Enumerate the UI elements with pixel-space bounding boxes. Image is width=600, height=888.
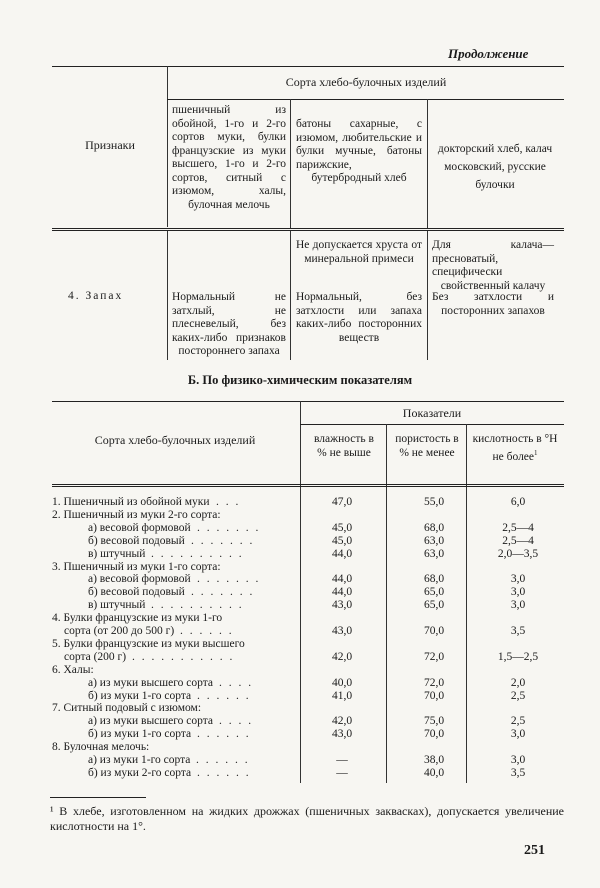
table-row [52,767,572,780]
row-porosity: 72,0 [423,676,445,689]
section-b-title: Б. По физико-химическим показателям [187,373,413,387]
row-acidity: 2,5 [510,715,526,728]
row-porosity: 63,0 [423,547,445,560]
row-acidity: 3,0 [510,599,526,612]
table-a-col2-header: батоны сахарные, с изюмом, любительские и булки мучные, батоны парижские, бутербродный хлеб [296,118,422,184]
row-porosity: 68,0 [423,573,445,586]
table-b-header-bottom-rule [52,484,564,485]
table-row [52,509,572,522]
table-row [52,651,572,664]
row-acidity: 3,0 [510,586,526,599]
row-name: а) из муки высшего сорта [88,676,214,689]
row-leader-dots: . . . . . . . [191,534,255,547]
row-name: а) из муки высшего сорта [88,715,214,728]
row-acidity: 3,0 [510,728,526,741]
row-name: 6. Халы: [52,663,94,676]
row-name: 2. Пшеничный из муки 2-го сорта: [52,508,221,521]
row-name: б) весовой подовый [88,534,185,547]
row-leader-dots: . . . . . . . . . . [151,547,244,560]
row-porosity: 70,0 [423,689,445,702]
table-a-body-vline-2 [290,231,291,360]
table-row [52,561,572,574]
row-moisture: 44,0 [331,573,353,586]
table-b-header-bottom-rule-2 [52,486,564,487]
table-row [52,586,572,599]
row-name: а) весовой формовой [88,521,191,534]
row-porosity: 75,0 [423,715,445,728]
table-a-row-col2-b: Нормальный, без затхлости или запаха каких-либо посторонних веществ [296,291,422,344]
row-leader-dots: . . . . . . [197,766,251,779]
row-leader-dots: . . . . . . . . . . [151,599,244,612]
row-moisture: 43,0 [331,728,353,741]
row-porosity: 40,0 [423,766,445,779]
table-a-body-vline-3 [427,231,428,360]
row-name: 8. Булочная мелочь: [52,741,150,754]
row-name: а) из муки 1-го сорта [88,754,191,766]
table-a-vline-3 [427,99,428,229]
table-b-product-header: Сорта хлебо-булочных изделий [94,433,256,447]
row-leader-dots: . . . . . . . [191,586,255,599]
row-porosity: 72,0 [423,650,445,663]
table-a-vline-2 [290,99,291,229]
row-leader-dots: . . . . . . . [197,521,261,534]
table-a-row-header: Признаки [85,138,135,152]
row-leader-dots: . . . . . . [180,625,234,637]
row-moisture: 40,0 [331,676,353,689]
table-row [52,522,572,535]
row-leader-dots: . . . . [219,676,254,689]
continuation-label: Продолжение [448,46,529,61]
table-row [52,573,572,586]
table-a-group-header: Сорта хлебо-булочных изделий [285,75,447,89]
table-a-col3-header: докторский хлеб, калач московский, русские булочки [437,143,553,191]
row-name: 5. Булки французские из муки высшего [52,637,245,650]
table-a-row-label: 4. Запах [68,290,124,302]
row-moisture: 43,0 [331,625,353,637]
row-porosity: 70,0 [423,625,445,637]
table-a-subheader-rule [167,99,564,100]
row-acidity: 3,0 [510,754,526,766]
table-b-indicators-header: Показатели [402,406,462,420]
row-name: 3. Пшеничный из муки 1-го сорта: [52,560,221,573]
table-row [52,612,572,625]
table-a-col1-header: пшеничный из обойной, 1-го и 2-го сортов муки, булки французские из муки высшего, 1-го и 2-го сортов, ситный с изюмом, халы, булочная мелочь [172,104,286,211]
row-leader-dots: . . . [216,496,241,508]
table-row [52,728,572,741]
row-name: 4. Булки французские из муки 1-го [52,612,223,625]
row-leader-dots: . . . . . . [197,689,251,702]
row-acidity: 3,5 [510,625,526,637]
table-row [52,535,572,548]
table-row [52,638,572,651]
table-b-top-rule [52,401,564,402]
row-name: в) штучный [88,547,146,560]
row-porosity: 70,0 [423,728,445,741]
table-a-header-bottom-rule [52,228,564,229]
row-acidity: 3,0 [510,573,526,586]
table-row [52,741,572,754]
row-acidity: 3,5 [510,766,526,779]
table-a-row-col3-a: Для калача—пресноватый, специфически свойственный калачу [432,239,554,292]
row-name: сорта (200 г) [64,650,127,663]
row-name: а) весовой формовой [88,573,191,586]
table-a-row-col1: Нормальный не затхлый, не плесневелый, без каких-либо признаков постороннего запаха [172,291,286,357]
row-leader-dots: . . . . . . [196,754,250,766]
table-row [52,677,572,690]
table-row [52,599,572,612]
row-moisture: 42,0 [331,650,353,663]
row-moisture: 45,0 [331,521,353,534]
page-number: 251 [524,843,545,858]
table-row [52,702,572,715]
row-name: 1. Пшеничный из обойной муки [52,496,210,508]
table-b-indicators-rule [300,424,564,425]
table-a-row-col3-b: Без затхлости и посторонних запахов [432,291,554,317]
row-porosity: 55,0 [423,496,445,508]
row-leader-dots: . . . . . . [197,728,251,741]
table-row [52,664,572,677]
table-row [52,625,572,638]
row-name: б) из муки 2-го сорта [88,766,192,779]
row-leader-dots: . . . . . . . . . . . [132,650,235,663]
row-acidity: 2,0—3,5 [497,547,539,560]
row-name: 7. Ситный подовый с изюмом: [52,702,202,715]
table-b-acidity-header: кислотность в °Н не более [472,433,558,463]
row-name: сорта (от 200 до 500 г) [64,625,175,637]
footnote-rule [50,797,146,798]
row-name: б) из муки 1-го сорта [88,689,192,702]
row-leader-dots: . . . . . . . [197,573,261,586]
row-moisture: 44,0 [331,547,353,560]
row-porosity: 68,0 [423,521,445,534]
table-a-body-vline-1 [167,231,168,360]
table-row [52,690,572,703]
row-moisture: 47,0 [331,496,353,508]
row-name: б) весовой подовый [88,586,185,599]
row-porosity: 65,0 [423,586,445,599]
row-acidity: 2,5—4 [502,534,534,547]
table-row [52,754,572,767]
row-acidity: 2,5—4 [502,521,534,534]
row-porosity: 65,0 [423,599,445,612]
row-moisture: 44,0 [331,586,353,599]
row-acidity: 2,5 [510,689,526,702]
row-moisture: — [336,766,348,779]
row-name: в) штучный [88,599,146,612]
table-b-porosity-header: пористость в % не менее [395,433,459,459]
table-b-moisture-header: влажность в % не выше [314,433,374,459]
row-porosity: 38,0 [423,754,445,766]
row-moisture: 43,0 [331,599,353,612]
row-name: б) из муки 1-го сорта [88,728,192,741]
table-row [52,548,572,561]
table-a-row-col2-a: Не допускается хруста от минеральной примеси [296,239,422,265]
table-row [52,715,572,728]
row-moisture: — [336,754,348,766]
row-acidity: 1,5—2,5 [497,650,539,663]
table-row [52,496,572,509]
row-leader-dots: . . . . [219,715,254,728]
row-acidity: 2,0 [510,676,526,689]
top-rule [52,66,564,67]
row-moisture: 45,0 [331,534,353,547]
row-moisture: 41,0 [331,689,353,702]
row-acidity: 6,0 [510,496,526,508]
row-moisture: 42,0 [331,715,353,728]
table-a-header-bottom-rule-2 [52,230,564,231]
footnote-mark: 1 [534,448,538,457]
row-porosity: 63,0 [423,534,445,547]
table-b-acidity-header-wrap [470,433,560,464]
footnote: ¹ В хлебе, изготовленном на жидких дрожжах (пшеничных заквасках), допускается увеличение кислотности на 1°. [50,804,564,833]
table-a-vline-1 [167,66,168,227]
